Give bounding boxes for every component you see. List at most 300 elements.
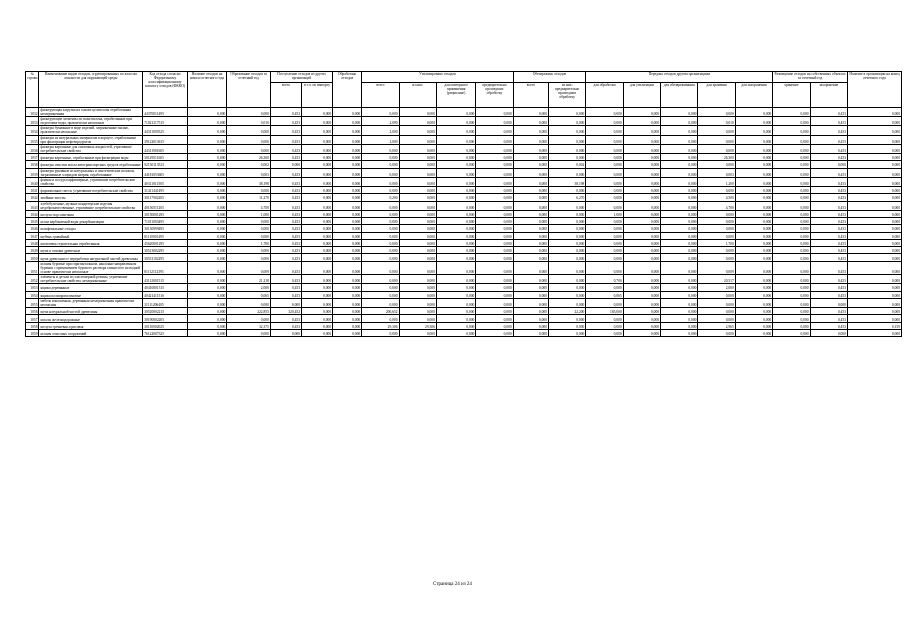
row-number-cell: 1059	[26, 329, 39, 336]
value-cell: 0,000	[399, 194, 436, 201]
value-cell: 0,453	[270, 201, 301, 210]
value-cell: 0,000	[847, 135, 901, 144]
value-cell: 0,453	[810, 117, 847, 126]
value-cell: 0,000	[513, 117, 548, 126]
value-cell: 0,000	[735, 232, 772, 239]
row-number-cell: 1056	[26, 308, 39, 315]
value-cell: 0,453	[810, 135, 847, 144]
value-cell: 0,000	[302, 308, 333, 315]
value-cell: 0,000	[623, 194, 660, 201]
value-cell: 0,000	[187, 284, 226, 291]
value-cell: 0,000	[773, 194, 810, 201]
value-cell: 0,453	[270, 232, 301, 239]
value-cell: 0,000	[847, 161, 901, 168]
waste-name-cell: флакон и посуда парфюмерные, утратившие потребительские свойства	[39, 177, 143, 186]
value-cell: 0,453	[270, 177, 301, 186]
value-cell: 0,000	[698, 161, 735, 168]
value-cell: 0,000	[548, 275, 585, 284]
value-cell: 0,453	[810, 291, 847, 298]
value-cell: 0,000	[302, 298, 333, 307]
fkko-code-cell: 71011003495	[143, 217, 188, 224]
value-cell: 0,000	[735, 126, 772, 135]
value-cell: 0,000	[548, 291, 585, 298]
value-cell: 0,000	[513, 168, 548, 177]
subheader-placed-storage: хранение	[773, 83, 810, 108]
row-number-cell: 1058	[26, 322, 39, 329]
table-row	[26, 201, 902, 210]
value-cell: 0,000	[661, 315, 698, 322]
value-cell: 1,200	[698, 177, 735, 186]
waste-name-cell: фильтрующая загрузка на основе целлюлозы отработанная незагрязненная	[39, 108, 143, 117]
value-cell: 0,453	[810, 168, 847, 177]
waste-name-cell: щепа и опилки древесные	[39, 247, 143, 254]
value-cell: 0,000	[623, 225, 660, 232]
value-cell: 0,000	[586, 177, 623, 186]
value-cell: 0,000	[586, 322, 623, 329]
header-start-balance: Наличие отходов на начало отчетного года	[187, 72, 226, 108]
value-cell: 206,652	[362, 308, 399, 315]
value-cell: 0,000	[302, 315, 333, 322]
value-cell: 0,000	[227, 144, 271, 153]
value-cell: 0,000	[735, 322, 772, 329]
value-cell: 0,000	[302, 291, 333, 298]
value-cell: 0,000	[476, 232, 513, 239]
value-cell: 0,000	[227, 315, 271, 322]
value-cell: 0,700	[586, 275, 623, 284]
subheader-utilized-recycling: для повторного применения (рециклинг)	[436, 83, 475, 108]
row-number-cell: 1044	[26, 210, 39, 217]
value-cell: 0,000	[548, 126, 585, 135]
value-cell: 38,198	[227, 177, 271, 186]
value-cell: 0,000	[735, 275, 772, 284]
value-cell: 0,000	[362, 254, 399, 261]
fkko-code-cell: 30130999495	[143, 225, 188, 232]
value-cell: 0,000	[735, 186, 772, 193]
header-fkko-code: Код отхода согласно Федеральному классификационному каталогу отходов (ФККО)	[143, 72, 188, 108]
value-cell: 0,000	[362, 239, 399, 246]
value-cell: 0,000	[362, 247, 399, 254]
value-cell: 0,000	[513, 284, 548, 291]
value-cell: 2,965	[698, 322, 735, 329]
value-cell: 0,000	[333, 177, 362, 186]
value-cell: 0,000	[187, 315, 226, 322]
value-cell: 0,000	[513, 108, 548, 117]
value-cell: 0,000	[698, 186, 735, 193]
value-cell: 0,000	[661, 284, 698, 291]
value-cell: 0,000	[735, 108, 772, 117]
value-cell: 0,453	[270, 275, 301, 284]
value-cell: 0,000	[847, 201, 901, 210]
value-cell: 0,000	[548, 144, 585, 153]
value-cell: 0,000	[187, 144, 226, 153]
table-row	[26, 117, 902, 126]
value-cell: 0,000	[661, 161, 698, 168]
value-cell: 0,000	[362, 284, 399, 291]
value-cell: 0,000	[270, 298, 301, 307]
value-cell: 0,000	[362, 291, 399, 298]
value-cell: 26,300	[698, 153, 735, 160]
fkko-code-cell: 39122013615	[143, 135, 188, 144]
value-cell: 0,000	[513, 144, 548, 153]
table-row	[26, 144, 902, 153]
value-cell: 0,000	[399, 298, 436, 307]
value-cell: 0,000	[187, 291, 226, 298]
value-cell: 0,000	[436, 275, 475, 284]
value-cell: 0,453	[270, 322, 301, 329]
fkko-code-cell: 43112001515	[143, 275, 188, 284]
value-cell: 0,000	[333, 117, 362, 126]
value-cell: 0,000	[476, 153, 513, 160]
value-cell: 0,453	[270, 247, 301, 254]
value-cell: 0,000	[586, 153, 623, 160]
value-cell: 0,000	[847, 186, 901, 193]
value-cell: 0,000	[586, 254, 623, 261]
value-cell: 0,000	[187, 232, 226, 239]
value-cell: 0,000	[586, 161, 623, 168]
value-cell: 2,000	[362, 135, 399, 144]
table-row	[26, 217, 902, 224]
value-cell: 0,000	[333, 108, 362, 117]
fkko-code-cell: 92130113523	[143, 161, 188, 168]
value-cell: 0,453	[270, 144, 301, 153]
subheader-neutralized-total: всего	[513, 83, 548, 108]
value-cell: 0,000	[333, 153, 362, 160]
row-number-cell: 1036	[26, 144, 39, 153]
subheader-transfer-utilization: для утилизации	[623, 83, 660, 108]
value-cell: 0,000	[623, 247, 660, 254]
value-cell: 0,000	[513, 275, 548, 284]
value-cell: 0,000	[773, 315, 810, 322]
value-cell: 0,453	[270, 186, 301, 193]
value-cell: 0,000	[362, 329, 399, 336]
value-cell: 0,000	[773, 225, 810, 232]
fkko-code-cell: 76122007325	[143, 329, 188, 336]
value-cell: 0,000	[773, 232, 810, 239]
value-cell: 0,453	[810, 210, 847, 217]
row-number-cell: 1052	[26, 275, 39, 284]
value-cell: 0,000	[187, 247, 226, 254]
value-cell: 0,000	[698, 217, 735, 224]
value-cell: 0,000	[476, 308, 513, 315]
value-cell: 0,000	[302, 322, 333, 329]
value-cell: 0,000	[513, 291, 548, 298]
value-cell: 0,453	[810, 217, 847, 224]
value-cell: 0,000	[623, 210, 660, 217]
value-cell: 0,000	[187, 329, 226, 336]
value-cell: 0,000	[399, 210, 436, 217]
table-row	[26, 108, 902, 117]
value-cell: 0,000	[302, 168, 333, 177]
value-cell: 0,000	[476, 261, 513, 274]
value-cell: 0,000	[847, 210, 901, 217]
header-row-number: № строки	[26, 72, 39, 108]
table-row	[26, 177, 902, 186]
value-cell: 0,000	[362, 225, 399, 232]
value-cell: 0,000	[362, 261, 399, 274]
value-cell: 0,000	[773, 247, 810, 254]
value-cell: 0,000	[476, 126, 513, 135]
subheader-transfer-burial: для захоронения	[735, 83, 772, 108]
value-cell: 0,453	[270, 217, 301, 224]
value-cell: 0,453	[270, 239, 301, 246]
value-cell: 0,000	[302, 217, 333, 224]
value-cell: 1,700	[227, 239, 271, 246]
value-cell: 0,000	[302, 194, 333, 201]
row-number-cell: 1046	[26, 225, 39, 232]
value-cell: 20,517	[698, 275, 735, 284]
value-cell: 0,000	[548, 217, 585, 224]
value-cell: 0,000	[399, 126, 436, 135]
value-cell: 0,002	[227, 161, 271, 168]
value-cell: 0,000	[187, 298, 226, 307]
value-cell: 0,000	[586, 284, 623, 291]
value-cell: 0,000	[548, 225, 585, 232]
waste-name-cell: фильтры бумажные в виде изделий, загрязненные пылью, практически неопасные	[39, 126, 143, 135]
value-cell: 0,453	[810, 186, 847, 193]
value-cell: 0,002	[548, 161, 585, 168]
fkko-code-cell: 81112112395	[143, 261, 188, 274]
value-cell: 0,000	[661, 225, 698, 232]
value-cell: 222,855	[227, 308, 271, 315]
value-cell: 0,453	[810, 261, 847, 274]
subheader-received-total: всего	[270, 83, 301, 108]
value-cell: 0,453	[810, 308, 847, 315]
value-cell: 0,000	[476, 117, 513, 126]
fkko-code-cell: 30150001295	[143, 210, 188, 217]
row-number-cell: 1033	[26, 117, 39, 126]
fkko-code-cell: 71021217515	[143, 117, 188, 126]
value-cell: 0,000	[623, 177, 660, 186]
value-cell: 0,000	[476, 247, 513, 254]
value-cell: 0,000	[586, 232, 623, 239]
value-cell: 0,000	[362, 153, 399, 160]
value-cell: 0,000	[333, 315, 362, 322]
value-cell: 0,000	[661, 329, 698, 336]
value-cell: 0,000	[436, 135, 475, 144]
value-cell: 0,000	[661, 153, 698, 160]
value-cell: 0,000	[436, 329, 475, 336]
table-row	[26, 161, 902, 168]
value-cell: 0,000	[476, 329, 513, 336]
value-cell: 0,000	[187, 117, 226, 126]
value-cell: 0,000	[399, 217, 436, 224]
value-cell: 0,000	[513, 322, 548, 329]
waste-name-cell: щепа древесная от переработки натуральной чистой древесины	[39, 254, 143, 261]
value-cell: 0,000	[735, 168, 772, 177]
value-cell: 0,000	[436, 153, 475, 160]
value-cell: 0,000	[436, 186, 475, 193]
header-utilized: Утилизировано отходов	[362, 72, 514, 83]
value-cell: 0,000	[362, 275, 399, 284]
value-cell: 0,000	[735, 225, 772, 232]
waste-name-cell: шламы очистных сооружений	[39, 329, 143, 336]
value-cell: 0,000	[698, 135, 735, 144]
value-cell: 0,000	[227, 217, 271, 224]
value-cell: 0,000	[847, 117, 901, 126]
value-cell: 0,000	[623, 217, 660, 224]
value-cell: 0,000	[810, 161, 847, 168]
value-cell: 0,000	[773, 135, 810, 144]
fkko-code-cell: 44370011495	[143, 108, 188, 117]
value-cell: 0,000	[302, 284, 333, 291]
value-cell: 0,000	[302, 117, 333, 126]
value-cell: 26,300	[227, 153, 271, 160]
value-cell: 0,000	[436, 161, 475, 168]
value-cell: 0,000	[548, 108, 585, 117]
value-cell: 0,000	[333, 298, 362, 307]
value-cell: 0,000	[735, 329, 772, 336]
value-cell: 0,000	[187, 194, 226, 201]
row-number-cell: 1038	[26, 161, 39, 168]
table-row	[26, 298, 902, 307]
value-cell: 0,000	[513, 194, 548, 201]
value-cell: 6,270	[548, 194, 585, 201]
table-row	[26, 261, 902, 274]
value-cell: 0,000	[661, 291, 698, 298]
value-cell: 0,000	[513, 177, 548, 186]
value-cell: 0,000	[436, 144, 475, 153]
value-cell: 0,000	[436, 201, 475, 210]
value-cell: 0,453	[810, 126, 847, 135]
value-cell: 0,000	[586, 239, 623, 246]
value-cell: 29,306	[399, 322, 436, 329]
value-cell: 0,000	[661, 117, 698, 126]
value-cell: 0,000	[698, 254, 735, 261]
value-cell: 0,000	[187, 254, 226, 261]
value-cell: 0,000	[698, 247, 735, 254]
value-cell: 0,453	[270, 153, 301, 160]
value-cell: 0,000	[773, 177, 810, 186]
subheader-transfer-neutralization: для обезвреживания	[661, 83, 698, 108]
value-cell: 0,000	[476, 161, 513, 168]
value-cell: 0,000	[333, 168, 362, 177]
value-cell: 0,000	[586, 194, 623, 201]
fkko-code-cell: 40150511205	[143, 201, 188, 210]
value-cell: 0,000	[623, 117, 660, 126]
value-cell: 0,000	[436, 322, 475, 329]
value-cell: 0,000	[513, 161, 548, 168]
waste-name-cell: формовочные смеси, утратившие потребительские свойства	[39, 186, 143, 193]
subheader-transfer-storage: для хранения	[698, 83, 735, 108]
value-cell: 0,453	[810, 201, 847, 210]
value-cell: 0,000	[476, 168, 513, 177]
value-cell: 0,000	[187, 275, 226, 284]
value-cell: 0,000	[661, 298, 698, 307]
value-cell: 0,453	[270, 117, 301, 126]
value-cell: 0,000	[227, 135, 271, 144]
value-cell: 0,453	[810, 315, 847, 322]
value-cell: 0,000	[773, 168, 810, 177]
value-cell: 0,000	[333, 161, 362, 168]
value-cell: 1,700	[698, 239, 735, 246]
value-cell: 0,000	[333, 275, 362, 284]
value-cell: 0,000	[735, 153, 772, 160]
value-cell: 0,000	[302, 261, 333, 274]
value-cell: 0,000	[513, 232, 548, 239]
value-cell: 0,000	[362, 108, 399, 117]
header-processed: Обработано отходов	[333, 72, 362, 108]
value-cell: 0,000	[227, 225, 271, 232]
table-row	[26, 194, 902, 201]
value-cell: 0,000	[548, 239, 585, 246]
table-row	[26, 291, 902, 298]
value-cell: 0,000	[476, 291, 513, 298]
value-cell: 0,000	[333, 217, 362, 224]
value-cell: 0,000	[187, 217, 226, 224]
value-cell: 0,000	[661, 247, 698, 254]
value-cell: 0,000	[548, 201, 585, 210]
value-cell: 0,000	[302, 186, 333, 193]
waste-name-cell: ящики деревянные	[39, 284, 143, 291]
value-cell: 165,000	[586, 308, 623, 315]
value-cell: 0,000	[436, 194, 475, 201]
value-cell: 0,000	[698, 329, 735, 336]
value-cell: 0,453	[810, 194, 847, 201]
value-cell: 0,000	[661, 108, 698, 117]
waste-name-cell: щепа натуральной чистой древесины	[39, 308, 143, 315]
value-cell: 0,000	[847, 153, 901, 160]
table-row	[26, 135, 902, 144]
value-cell: 320,452	[270, 308, 301, 315]
row-number-cell: 1053	[26, 284, 39, 291]
value-cell: 0,000	[623, 261, 660, 274]
row-number-cell: 1057	[26, 315, 39, 322]
value-cell: 0,000	[399, 144, 436, 153]
value-cell: 0,453	[810, 284, 847, 291]
row-number-cell: 1032	[26, 108, 39, 117]
value-cell: 0,009	[227, 261, 271, 274]
value-cell: 0,000	[436, 117, 475, 126]
value-cell: 0,000	[586, 168, 623, 177]
value-cell: 0,000	[513, 329, 548, 336]
value-cell: 0,000	[302, 201, 333, 210]
row-number-cell: 1054	[26, 291, 39, 298]
value-cell: 0,000	[735, 217, 772, 224]
value-cell: 0,000	[847, 144, 901, 153]
value-cell: 0,453	[810, 232, 847, 239]
value-cell: 0,000	[333, 135, 362, 144]
row-number-cell: 1039	[26, 168, 39, 177]
value-cell: 0,000	[399, 284, 436, 291]
value-cell: 0,000	[302, 161, 333, 168]
value-cell: 0,000	[847, 225, 901, 232]
value-cell: 0,000	[548, 247, 585, 254]
value-cell: 0,000	[847, 308, 901, 315]
value-cell: 0,000	[513, 239, 548, 246]
row-number-cell: 1055	[26, 298, 39, 307]
value-cell: 0,453	[810, 239, 847, 246]
value-cell: 0,000	[187, 186, 226, 193]
value-cell: 0,000	[661, 135, 698, 144]
value-cell: 0,000	[623, 108, 660, 117]
value-cell: 0,000	[187, 308, 226, 315]
value-cell: 0,000	[661, 144, 698, 153]
value-cell: 0,000	[333, 210, 362, 217]
value-cell: 0,000	[302, 126, 333, 135]
value-cell: 0,000	[735, 135, 772, 144]
value-cell: 0,453	[270, 291, 301, 298]
value-cell: 0,000	[623, 186, 660, 193]
value-cell: 0,000	[735, 247, 772, 254]
value-cell: 0,000	[476, 210, 513, 217]
value-cell: 0,000	[735, 210, 772, 217]
table-body	[26, 108, 902, 337]
value-cell: 0,000	[399, 135, 436, 144]
value-cell: 0,000	[735, 308, 772, 315]
value-cell: 0,000	[187, 239, 226, 246]
header-transferred: Передача отходов другим организациям	[586, 72, 773, 83]
value-cell: 0,000	[548, 315, 585, 322]
